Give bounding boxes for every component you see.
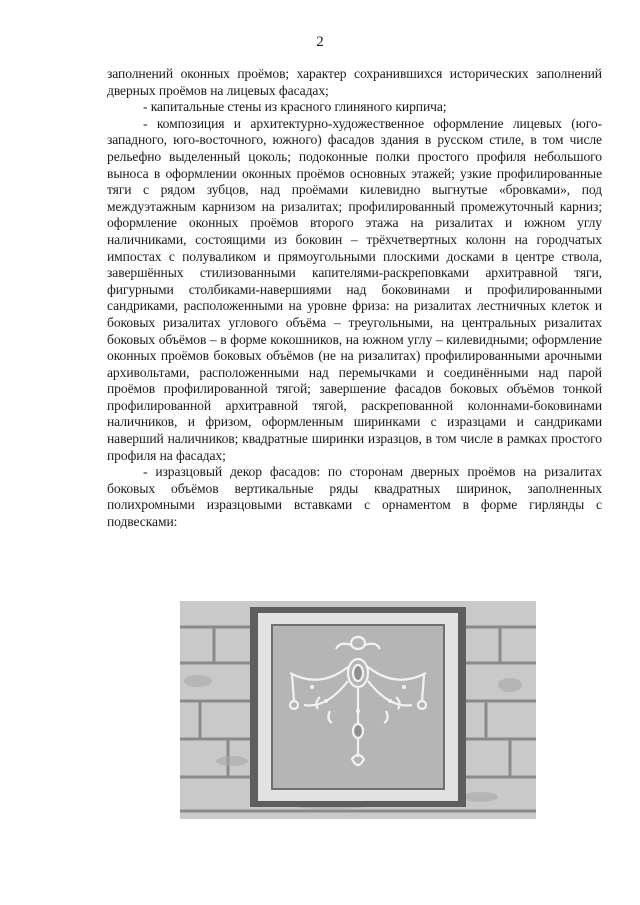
paragraph-facade-composition: - композиция и архитектурно-художественное оформление лицевых (юго-западного, юго-восточного, южного) фасадов здания в русском стиле, в том числе рельефно выделенный цоколь; подоконные полки простого профиля небольшого выноса в оформлении оконных проёмов основных этажей; узкие профилированные тяги с рядом зубцов, над проёмами килевидно выгнутые «бровками», под междуэтажным карнизом на ризалитах; профилированный промежуточный карниз; оформление оконных проёмов второго этажа на ризалитах и южном углу наличниками, состоящими из боковин – трёхчетвертных колонн на городчатых импостах с полуваликом и прямоугольными плоскими досками в центре ствола, завершённых стилизованными капителями-раскреповками архитравной тяги, фигурными столбиками-навершиями над боковинами и профилированными сандриками, расположенными на уровне фриза: на ризалитах лестничных клеток и боковых ризалитах углового объёма – треугольными, на центральных ризалитах боковых объёмов – в форме кокошников, на южном углу – килевидными; оформление оконных проёмов боковых объёмов (не на ризалитах) профилированными арочными архивольтами, расположенными над перемычками и соединёнными над парой проёмов профилированной тягой; завершение фасадов боковых объёмов тонкой профилированной архитравной тягой, раскрепованной колоннами-боковинами наличников, и фризом, оформленным ширинками с изразцами и сандриками наверший наличников; квадратные ширинки изразцов, в том числе в рамках простого профиля на фасадах; xyxy=(107,115,602,463)
page-number: 2 xyxy=(316,34,324,50)
paragraph-walls: - капитальные стены из красного глиняного кирпича; xyxy=(143,99,447,115)
paragraph-continuation: заполнений оконных проёмов; характер сохранившихся исторических заполнений дверных проёмов на лицевых фасадах; xyxy=(107,66,602,98)
paragraph-tile-decor: - изразцовый декор фасадов: по сторонам дверных проёмов на ризалитах боковых объёмов вертикальные ряды квадратных ширинок, заполненных полихромными изразцовыми вставками с орнаментом в форме гирлянды с подвесками: xyxy=(107,464,602,530)
facade-tile-photo xyxy=(180,601,536,819)
document-body xyxy=(107,66,602,531)
